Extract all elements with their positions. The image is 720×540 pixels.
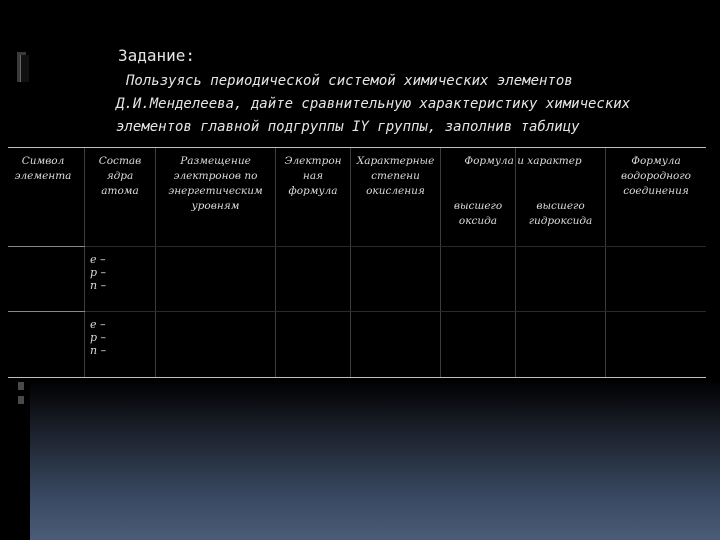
header-composition: Состав ядра атома xyxy=(98,155,142,197)
decorative-bar xyxy=(20,55,29,82)
task-description xyxy=(116,70,696,139)
row-divider xyxy=(8,311,706,312)
header-formula-group: Формула и характер xyxy=(464,155,582,167)
row-divider-symbol xyxy=(8,311,85,312)
row-divider xyxy=(8,246,706,247)
decorative-square xyxy=(18,396,24,404)
description-line: Пользуясь периодической системой химических элементов xyxy=(126,73,573,89)
column-divider xyxy=(515,148,516,377)
header-hydrogen-compound: Формула водородного соединения xyxy=(621,155,691,197)
header-symbol: Символ элемента xyxy=(14,155,72,182)
header-oxidation: Характерные степени окисления xyxy=(356,155,435,197)
header-higher-oxide: высшего оксида xyxy=(453,200,503,227)
column-divider xyxy=(440,148,441,377)
header-higher-hydroxide: высшего гидроксида xyxy=(528,200,593,227)
slide-title: Задание: xyxy=(118,46,196,65)
decorative-square xyxy=(18,382,24,390)
comparison-table xyxy=(8,147,706,378)
description-line: Д.И.Менделеева, дайте сравнительную характеристику химических xyxy=(116,96,631,112)
row-divider-symbol xyxy=(8,246,85,247)
description-line: элементов главной подгруппы IY группы, заполнив таблицу xyxy=(116,119,580,135)
particle-list-row-2: е – р – n – xyxy=(90,318,107,357)
header-electron-formula: Электрон ная формула xyxy=(284,155,342,197)
header-placement: Размещение электронов по энергетическим уровням xyxy=(168,155,263,212)
particle-list-row-1: е – р – n – xyxy=(90,253,107,292)
